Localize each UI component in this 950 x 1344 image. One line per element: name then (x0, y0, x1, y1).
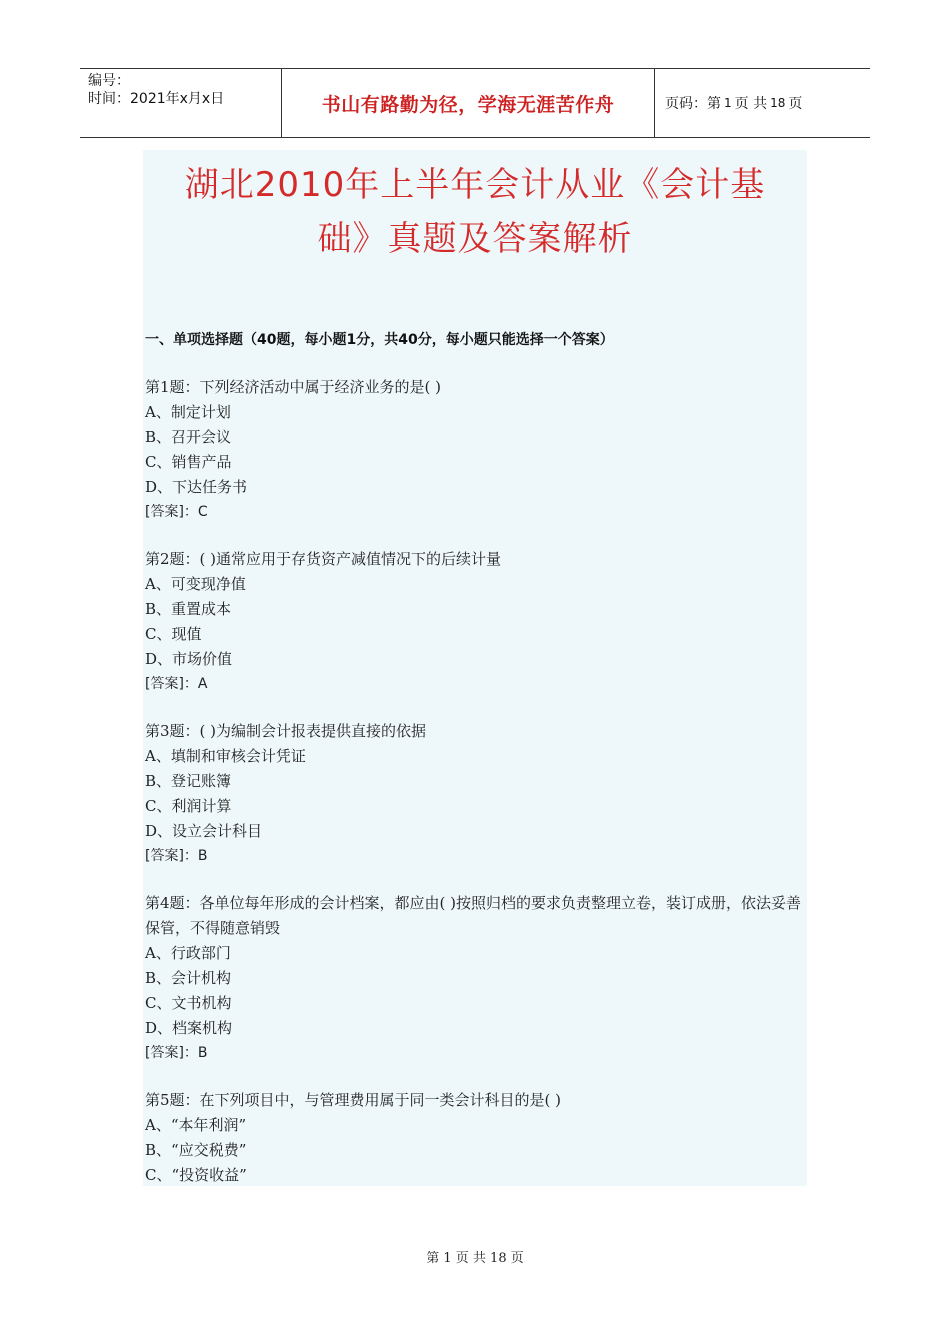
title-line-1: 湖北2010年上半年会计从业《会计基 (184, 165, 766, 205)
question-option: B、会计机构 (145, 969, 232, 987)
header-page-number (655, 69, 870, 137)
question-option: C、文书机构 (145, 994, 232, 1012)
page-header (80, 68, 870, 138)
question-option: D、市场价值 (145, 650, 233, 668)
question-option: C、利润计算 (145, 797, 232, 815)
question-option: C、销售产品 (145, 453, 232, 471)
question-item (145, 719, 815, 869)
question-option: B、登记账簿 (145, 772, 232, 790)
question-stem: 第3题：( )为编制会计报表提供直接的依据 (145, 722, 427, 740)
question-item (145, 1088, 815, 1188)
page-total: 18 (770, 96, 786, 110)
header-meta (80, 69, 282, 137)
question-item (145, 375, 815, 525)
page-mid: 页 共 (734, 96, 768, 112)
question-stem: 第2题：( )通常应用于存货资产减值情况下的后续计量 (145, 550, 502, 568)
time-label: 时间：2021年x月x日 (88, 91, 225, 107)
page-suffix: 页 (788, 96, 803, 112)
question-option: A、“本年利润” (145, 1116, 247, 1134)
question-option: B、召开会议 (145, 428, 232, 446)
question-option: A、行政部门 (145, 944, 231, 962)
question-answer: [答案]：B (145, 848, 208, 864)
question-answer: [答案]：C (145, 504, 208, 520)
question-option: A、制定计划 (145, 403, 231, 421)
question-option: C、现值 (145, 625, 202, 643)
question-stem: 第1题：下列经济活动中属于经济业务的是( ) (145, 378, 442, 396)
question-option: D、档案机构 (145, 1019, 233, 1037)
question-answer: [答案]：A (145, 676, 208, 692)
question-list (145, 375, 815, 1210)
header-motto: 书山有路勤为径，学海无涯苦作舟 (282, 69, 655, 137)
section-heading: 一、单项选择题（40题，每小题1分，共40分，每小题只能选择一个答案） (145, 332, 614, 348)
question-option: B、“应交税费” (145, 1141, 247, 1159)
question-option: A、可变现净值 (145, 575, 246, 593)
page-prefix: 页码：第 (665, 96, 721, 112)
page-current: 1 (724, 96, 732, 110)
title-line-2: 础》真题及答案解析 (317, 219, 633, 259)
serial-label: 编号： (88, 73, 130, 89)
question-option: A、填制和审核会计凭证 (145, 747, 306, 765)
question-stem: 第5题：在下列项目中，与管理费用属于同一类会计科目的是( ) (145, 1091, 562, 1109)
question-option: C、“投资收益” (145, 1166, 247, 1184)
question-stem: 第4题：各单位每年形成的会计档案，都应由( )按照归档的要求负责整理立卷，装订成册，依法妥善保管，不得随意销毁 (145, 894, 802, 937)
question-option: B、重置成本 (145, 600, 232, 618)
question-answer: [答案]：B (145, 1045, 208, 1061)
question-item (145, 547, 815, 697)
document-title (143, 158, 807, 266)
question-option: D、设立会计科目 (145, 822, 263, 840)
page-footer: 第 1 页 共 18 页 (426, 1251, 524, 1266)
question-option: D、下达任务书 (145, 478, 248, 496)
question-item (145, 891, 815, 1066)
